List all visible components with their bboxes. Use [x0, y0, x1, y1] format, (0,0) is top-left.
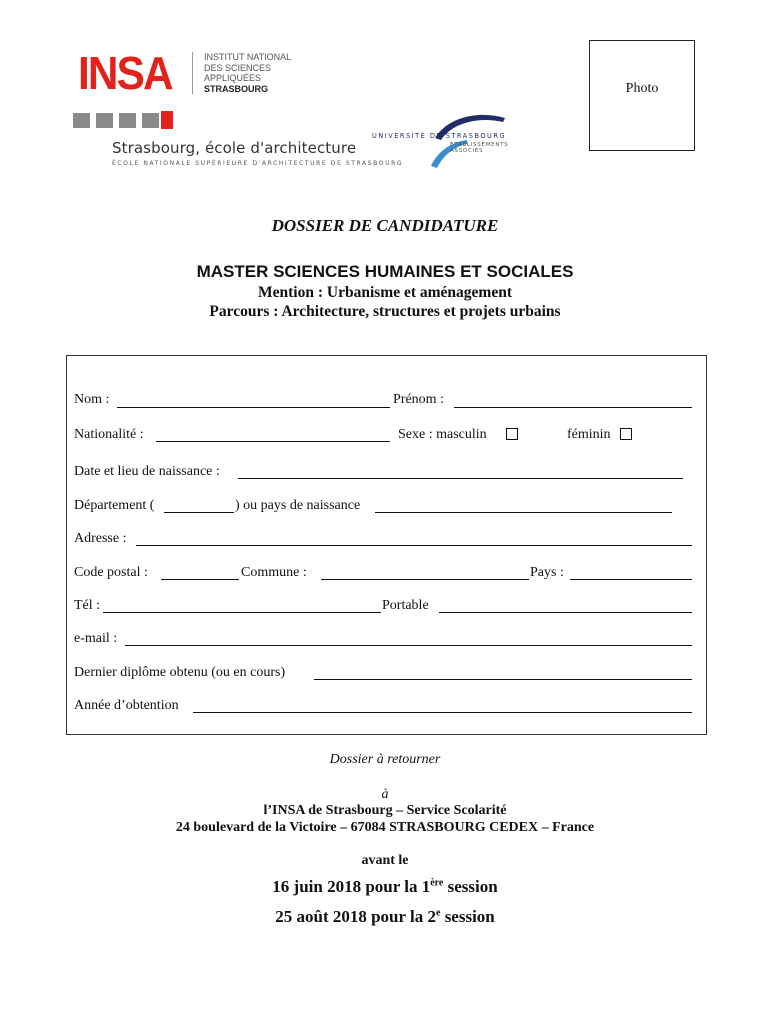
tel-field[interactable] [103, 612, 381, 613]
prenom-label: Prénom : [393, 392, 444, 407]
annee-obtention-field[interactable] [193, 712, 692, 713]
deadline-session-1 [0, 877, 770, 897]
ensas-square [73, 113, 90, 128]
session-1-date: 16 juin 2018 pour la 1 [272, 877, 431, 896]
date-lieu-field[interactable] [238, 478, 683, 479]
unistra-associated [450, 142, 509, 154]
date-lieu-label: Date et lieu de naissance : [74, 464, 220, 479]
portable-field[interactable] [439, 612, 692, 613]
photo-box [589, 40, 695, 151]
session-1-ordinal: ère [430, 877, 444, 889]
tel-label: Tél : [74, 598, 101, 613]
nom-field[interactable] [117, 407, 390, 408]
ensas-square [96, 113, 113, 128]
departement-field[interactable] [164, 512, 234, 513]
annee-obtention-label: Année d’obtention [74, 698, 179, 713]
ensas-square [119, 113, 136, 128]
departement-label: Département ( [74, 498, 155, 513]
parcours-line: Parcours : Architecture, structures et projets urbains [209, 303, 561, 320]
unistra-swoosh-icon [427, 110, 507, 170]
retour-instruction: Dossier à retourner [329, 752, 441, 767]
code-postal-field[interactable] [161, 579, 239, 580]
insa-sub-city: STRASBOURG [204, 83, 269, 94]
ensas-subtitle: ÉCOLE NATIONALE SUPÉRIEURE D'ARCHITECTURE DE STRASBOURG [112, 160, 404, 167]
unistra-logo [372, 110, 522, 170]
dernier-diplome-field[interactable] [314, 679, 692, 680]
masculin-checkbox[interactable] [506, 428, 518, 440]
adresse-label: Adresse : [74, 531, 127, 546]
email-field[interactable] [125, 645, 692, 646]
code-postal-label: Code postal : [74, 565, 148, 580]
ensas-square-red [161, 111, 173, 129]
unistra-name: UNIVERSITÉ DE STRASBOURG [372, 132, 507, 140]
portable-label: Portable [382, 598, 429, 613]
insa-logo [78, 47, 378, 100]
pays-naissance-field[interactable] [375, 512, 672, 513]
commune-label: Commune : [241, 565, 307, 580]
session-2-word: session [440, 907, 495, 926]
a-preposition: à [381, 787, 389, 802]
insa-sub-line-2: DES SCIENCES [204, 62, 272, 73]
master-title: MASTER SCIENCES HUMAINES ET SOCIALES [196, 262, 574, 281]
nationalite-field[interactable] [156, 441, 390, 442]
photo-label: Photo [625, 81, 659, 96]
insa-sub-line-3: APPLIQUÉES [204, 73, 262, 83]
insa-logo-word: INSA [78, 47, 172, 99]
recipient-service: l’INSA de Strasbourg – Service Scolarité [263, 803, 507, 818]
unistra-assoc-line-1: ÉTABLISSEMENTS [450, 142, 509, 148]
deadline-intro: avant le [361, 853, 409, 868]
adresse-field[interactable] [136, 545, 692, 546]
commune-field[interactable] [321, 579, 529, 580]
nationalite-label: Nationalité : [74, 427, 144, 442]
insa-sub-line-1: INSTITUT NATIONAL [204, 52, 292, 62]
email-label: e-mail : [74, 631, 118, 646]
pays-label: Pays : [530, 565, 564, 580]
insa-logo-subtitle [204, 52, 291, 94]
deadline-session-2 [0, 907, 770, 927]
ensas-title: Strasbourg, école d'architecture [112, 139, 357, 157]
feminin-label: féminin [567, 427, 611, 442]
recipient-address: 24 boulevard de la Victoire – 67084 STRASBOURG CEDEX – France [175, 820, 595, 835]
dernier-diplome-label: Dernier diplôme obtenu (ou en cours) [74, 665, 286, 680]
application-form [66, 355, 707, 735]
pays-naissance-label: ) ou pays de naissance [235, 498, 361, 513]
session-1-word: session [443, 877, 498, 896]
document-title: DOSSIER DE CANDIDATURE [271, 216, 499, 235]
prenom-field[interactable] [454, 407, 692, 408]
session-2-ordinal: e [435, 907, 441, 919]
mention-line: Mention : Urbanisme et aménagement [258, 284, 512, 301]
pays-field[interactable] [570, 579, 692, 580]
unistra-assoc-line-2: ASSOCIÉS [450, 148, 484, 154]
session-2-date: 25 août 2018 pour la 2 [275, 907, 436, 926]
insa-logo-separator [192, 52, 193, 94]
nom-label: Nom : [74, 392, 110, 407]
feminin-checkbox[interactable] [620, 428, 632, 440]
sexe-masculin-label: Sexe : masculin [398, 427, 487, 442]
ensas-square [142, 113, 159, 128]
